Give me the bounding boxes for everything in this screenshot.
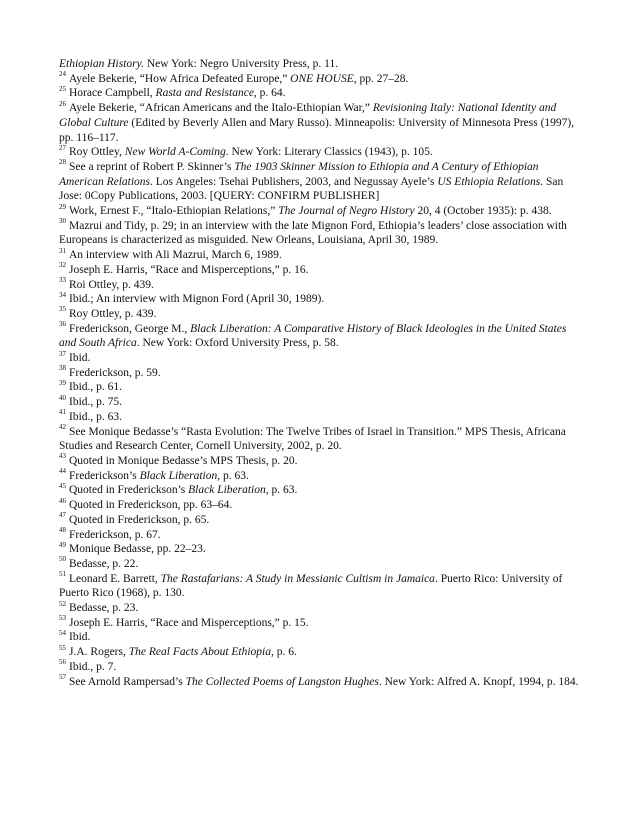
- footnote: [59, 292, 579, 307]
- footnote-title: Rasta and Resistance: [155, 87, 254, 100]
- footnote-text: Frederickson, p. 59.: [69, 366, 161, 379]
- footnote-title: The Collected Poems of Langston Hughes: [185, 675, 379, 688]
- footnote-text: Horace Campbell,: [69, 87, 156, 100]
- footnote-title: The Journal of Negro History: [278, 205, 415, 218]
- footnote-number: 36: [59, 320, 66, 329]
- footnote-text: Ayele Bekerie, “African Americans and the Italo-Ethiopian War,”: [69, 102, 373, 115]
- footnote-text: , p. 63.: [217, 469, 249, 482]
- footnote-text: , p. 6.: [271, 646, 297, 659]
- footnote-text: Ibid.: [69, 631, 91, 644]
- footnote-text: Roi Ottley, p. 439.: [69, 278, 154, 291]
- footnote: [59, 86, 579, 101]
- footnote-text: Quoted in Frederickson’s: [69, 484, 189, 497]
- footnote: [59, 248, 579, 263]
- footnote-text: . New York: Oxford University Press, p. 58.: [136, 337, 339, 350]
- footnote: [59, 307, 579, 322]
- footnote: [59, 616, 579, 631]
- footnote-text: 20, 4 (October 1935): p. 438.: [414, 205, 552, 218]
- footnote-title: Black Liberation: [188, 484, 266, 497]
- footnote: [59, 483, 579, 498]
- footnote-title: US Ethiopia Relations: [437, 175, 541, 188]
- footnote-number: 56: [59, 658, 66, 667]
- footnote-text: New York: Negro University Press, p. 11.: [143, 58, 339, 70]
- footnote-number: 25: [59, 84, 66, 93]
- footnote-number: 40: [59, 393, 66, 402]
- footnote-title: The Rastafarians: A Study in Messianic Cultism in Jamaica: [160, 572, 435, 585]
- footnote: [59, 160, 579, 204]
- footnote: [59, 425, 579, 454]
- footnote-text: Ayele Bekerie, “How Africa Defeated Europe,”: [69, 72, 291, 85]
- footnote: [59, 145, 579, 160]
- footnote-text: . Puerto Rico: University of Puerto Rico (1968), p. 130.: [59, 572, 563, 600]
- footnote-text: , p. 63.: [265, 484, 298, 497]
- footnote-number: 31: [59, 246, 66, 255]
- footnote-number: 51: [59, 570, 66, 579]
- footnote-number: 33: [59, 276, 66, 285]
- footnote: [59, 675, 579, 690]
- footnote: [59, 395, 579, 410]
- footnote-number: 37: [59, 349, 66, 358]
- footnote-number: 44: [59, 467, 66, 476]
- footnote-number: 34: [59, 290, 66, 299]
- footnote-number: 49: [59, 540, 66, 549]
- footnote-text: . New York: Alfred A. Knopf, 1994, p. 184.: [378, 675, 579, 688]
- footnote-number: 48: [59, 525, 66, 534]
- footnote-number: 28: [59, 158, 66, 167]
- footnote-text: Joseph E. Harris, “Race and Misperceptions,” p. 16.: [69, 263, 309, 276]
- footnote-number: 29: [59, 202, 66, 211]
- footnote-text: . New York: Literary Classics (1943), p. 105.: [225, 146, 433, 159]
- footnote-title: Revisioning Italy: National Identity and Global Culture: [59, 102, 557, 129]
- footnote-title: ONE HOUSE: [290, 72, 354, 85]
- footnote-text: See a reprint of Robert P. Skinner’s: [69, 160, 235, 173]
- footnote: [59, 380, 579, 395]
- footnote-text: Quoted in Monique Bedasse’s MPS Thesis, p. 20.: [69, 454, 298, 467]
- footnote-number: 32: [59, 261, 66, 270]
- footnote-number: 26: [59, 99, 66, 108]
- footnote-title: Ethiopian History.: [59, 58, 144, 70]
- footnote-text: See Arnold Rampersad’s: [69, 675, 186, 688]
- footnote-title: Black Liberation: [139, 469, 218, 482]
- footnote-text: Bedasse, p. 22.: [69, 557, 139, 570]
- footnote: [59, 72, 579, 87]
- footnote-number: 54: [59, 628, 66, 637]
- footnote-number: 55: [59, 643, 66, 652]
- footnote-text: Ibid., p. 63.: [69, 410, 123, 423]
- footnote-text: Monique Bedasse, pp. 22–23.: [69, 543, 206, 556]
- footnote-number: 50: [59, 555, 66, 564]
- footnote-title: The Real Facts About Ethiopia: [128, 646, 271, 659]
- footnote: [59, 557, 579, 572]
- footnote-text: Bedasse, p. 23.: [69, 602, 139, 615]
- footnote: [59, 410, 579, 425]
- footnote: [59, 351, 579, 366]
- footnote-text: J.A. Rogers,: [69, 646, 129, 659]
- footnote-text: Ibid., p. 75.: [69, 396, 123, 409]
- footnote: [59, 498, 579, 513]
- footnote-text: An interview with Ali Mazrui, March 6, 1989.: [69, 249, 282, 262]
- footnote-number: 27: [59, 143, 66, 152]
- footnote-number: 35: [59, 305, 66, 314]
- footnote-number: 45: [59, 481, 66, 490]
- footnote: [59, 322, 579, 351]
- footnote: [59, 525, 579, 543]
- footnote: [59, 469, 579, 484]
- footnote: [59, 660, 579, 675]
- footnote-text: Quoted in Frederickson, pp. 63–64.: [69, 499, 233, 512]
- footnote: [59, 645, 579, 660]
- footnote-number: 30: [59, 217, 66, 226]
- footnote-number: 43: [59, 452, 66, 461]
- footnote: [59, 513, 579, 528]
- footnote: [59, 542, 579, 557]
- footnote-text: Frederickson, George M.,: [69, 322, 191, 335]
- footnote: [59, 219, 579, 248]
- footnote-text: . Los Angeles: Tsehai Publishers, 2003, and Negussay Ayele’s: [150, 175, 438, 188]
- footnote-text: Frederickson, p. 67.: [69, 528, 161, 541]
- footnote-number: 53: [59, 614, 66, 623]
- footnote: [59, 263, 579, 278]
- footnote-text: Ibid.: [69, 352, 91, 365]
- footnote: [59, 101, 579, 145]
- footnote-text: Frederickson’s: [69, 469, 140, 482]
- footnote-text: , pp. 27–28.: [353, 72, 409, 85]
- footnote-text: Roy Ottley,: [69, 146, 125, 159]
- footnote-text: Joseph E. Harris, “Race and Misperceptions,” p. 15.: [69, 616, 309, 629]
- footnote-number: 46: [59, 496, 66, 505]
- footnote-number: 24: [59, 70, 66, 79]
- footnote-number: 47: [59, 511, 66, 520]
- footnote-text: Ibid., p. 7.: [69, 660, 117, 673]
- footnote-number: 38: [59, 364, 66, 373]
- footnote: [59, 601, 579, 616]
- footnote: [59, 630, 579, 645]
- footnote-text: Ibid.; An interview with Mignon Ford (April 30, 1989).: [69, 293, 325, 306]
- footnote-number: 52: [59, 599, 66, 608]
- footnote-number: 42: [59, 423, 66, 432]
- footnote-number: 39: [59, 378, 66, 387]
- footnote-text: Quoted in Frederickson, p. 65.: [69, 513, 210, 526]
- footnote: [59, 454, 579, 469]
- footnote: [59, 57, 579, 72]
- footnote-text: See Monique Bedasse’s “Rasta Evolution: The Twelve Tribes of Israel in Transition.” MPS Thesis, Africana Studies and Research Center, Cornell University, 2002, p. 20.: [59, 425, 566, 453]
- footnote-text: . San Jose: 0Copy Publications, 2003. [QUERY: CONFIRM PUBLISHER]: [59, 175, 564, 203]
- footnote-number: 57: [59, 673, 66, 682]
- footnote-text: Ibid., p. 61.: [69, 381, 123, 394]
- footnote: [59, 204, 579, 219]
- footnote-list: [59, 57, 579, 689]
- footnote-title: The 1903 Skinner Mission to Ethiopia and A Century of Ethiopian American Relations: [59, 160, 539, 188]
- footnote-title: New World A-Coming: [124, 146, 226, 159]
- footnote-text: (Edited by Beverly Allen and Mary Russo). Minneapolis: University of Minnesota Press (1997), pp. 116–117.: [59, 116, 575, 144]
- footnote-text: Roy Ottley, p. 439.: [69, 307, 157, 320]
- footnote: [59, 278, 579, 293]
- footnote-text: Work, Ernest F., “Italo-Ethiopian Relations,”: [69, 205, 279, 218]
- footnote-text: , p. 64.: [253, 87, 286, 100]
- footnote: [59, 572, 579, 601]
- footnote-title: Black Liberation: A Comparative History of Black Ideologies in the United States and South Africa: [59, 322, 567, 350]
- footnote: [59, 366, 579, 381]
- footnote-number: 41: [59, 408, 66, 417]
- footnote-text: Mazrui and Tidy, p. 29; in an interview with the late Mignon Ford, Ethiopia’s leaders’ close association with Europeans is characterized as misguided. New Orleans, Louisiana, April 30, 1989.: [59, 219, 567, 247]
- footnote-text: Leonard E. Barrett,: [69, 572, 161, 585]
